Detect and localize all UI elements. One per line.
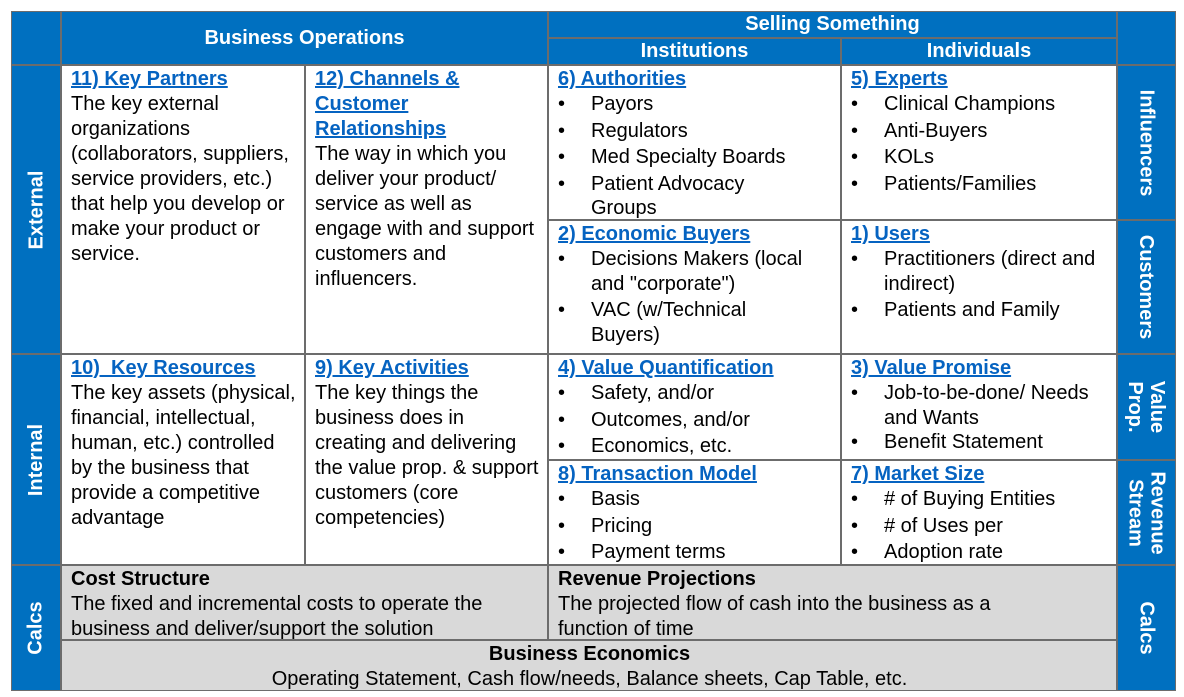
key-resources-cell [61, 354, 305, 565]
market-size-title[interactable]: 7) Market Size [851, 463, 985, 485]
list-item: • Regulators [558, 119, 832, 144]
side-label-calcs-left-text: Calcs [25, 601, 47, 655]
market-size-list [851, 487, 1108, 565]
experts-cell [841, 65, 1117, 220]
transaction-model-cell [548, 460, 841, 565]
header-individuals-label: Individuals [926, 40, 1032, 62]
users-title[interactable]: 1) Users [851, 223, 930, 245]
revenue-projections-title: Revenue Projections [558, 568, 756, 590]
side-label-influencers-text: Influencers [1135, 89, 1158, 196]
list-item: • Patients/Families [851, 172, 1108, 197]
side-label-revenue-stream-line1: Revenue [1146, 470, 1169, 555]
key-partners-cell [61, 65, 305, 354]
key-activities-body: The key things the business does in creating and delivering the value prop. & support customers (core competencies) [315, 382, 539, 529]
side-label-customers [1117, 220, 1176, 354]
list-item: • Economics, etc. [558, 434, 832, 459]
list-item: • Basis [558, 487, 832, 512]
authorities-cell [548, 65, 841, 220]
users-cell [841, 220, 1117, 354]
market-size-cell [841, 460, 1117, 565]
cost-structure-title: Cost Structure [71, 568, 210, 590]
value-quantification-title[interactable]: 4) Value Quantification [558, 357, 774, 379]
business-economics-title: Business Economics [488, 643, 691, 665]
experts-list [851, 92, 1108, 196]
side-label-external-text: External [25, 170, 47, 249]
header-selling-something-label: Selling Something [745, 13, 920, 35]
economic-buyers-cell [548, 220, 841, 354]
side-label-external [11, 65, 61, 354]
side-label-revenue-stream [1117, 460, 1176, 565]
side-label-revenue-stream-line2: Stream [1124, 478, 1147, 547]
economic-buyers-list [558, 247, 832, 347]
revenue-projections-cell [548, 565, 1117, 640]
header-individuals [841, 38, 1117, 65]
side-label-internal [11, 354, 61, 565]
list-item: • Outcomes, and/or [558, 408, 832, 433]
business-economics-body: Operating Statement, Cash flow/needs, Balance sheets, Cap Table, etc. [271, 668, 908, 690]
list-item: • # of Uses per [851, 514, 1108, 539]
side-label-customers-text: Customers [1135, 234, 1158, 340]
header-business-operations [61, 11, 548, 65]
key-activities-cell [305, 354, 548, 565]
channels-body: The way in which you deliver your product/ service as well as engage with and support customers and influencers. [315, 143, 535, 290]
experts-title[interactable]: 5) Experts [851, 68, 948, 90]
list-item: • Clinical Champions [851, 92, 1108, 117]
business-economics-cell [61, 640, 1117, 691]
list-item: • Payment terms [558, 540, 832, 565]
side-label-calcs-left [11, 565, 61, 691]
header-selling-something [548, 11, 1117, 38]
side-label-value-prop-line2: Prop. [1124, 381, 1147, 433]
corner-top-right [1117, 11, 1176, 65]
value-quantification-list [558, 381, 832, 459]
list-item: • Patients and Family [851, 298, 1108, 323]
authorities-title[interactable]: 6) Authorities [558, 68, 687, 90]
side-label-value-prop-text [1124, 381, 1168, 433]
list-item: • Anti-Buyers [851, 119, 1108, 144]
list-item: • VAC (w/Technical Buyers) [558, 298, 791, 347]
list-item: • Pricing [558, 514, 832, 539]
transaction-model-list [558, 487, 832, 565]
channels-cell [305, 65, 548, 354]
list-item: • Med Specialty Boards [558, 145, 832, 170]
header-business-operations-label: Business Operations [204, 26, 405, 49]
side-label-calcs-right [1117, 565, 1176, 691]
list-item: • Patient Advocacy Groups [558, 172, 791, 221]
cost-structure-body: The fixed and incremental costs to operate the business and deliver/support the solution [71, 593, 483, 640]
side-label-internal-text: Internal [25, 423, 47, 496]
economic-buyers-title[interactable]: 2) Economic Buyers [558, 223, 751, 245]
header-institutions-label: Institutions [640, 40, 749, 62]
list-item: • Payors [558, 92, 832, 117]
list-item: • Decisions Makers (local and "corporate") [558, 247, 832, 296]
list-item: • Safety, and/or [558, 381, 832, 406]
revenue-projections-body: The projected flow of cash into the business as a function of time [558, 593, 991, 640]
list-item: • Adoption rate [851, 540, 1108, 565]
list-item: • Job-to-be-done/ Needs and Wants [851, 381, 1108, 430]
channels-title[interactable]: 12) Channels & Customer Relationships [315, 68, 460, 140]
side-label-revenue-stream-text [1125, 471, 1169, 554]
header-institutions [548, 38, 841, 65]
transaction-model-title[interactable]: 8) Transaction Model [558, 463, 757, 485]
list-item: • # of Buying Entities [851, 487, 1108, 512]
corner-top-left [11, 11, 61, 65]
key-activities-title[interactable]: 9) Key Activities [315, 357, 469, 379]
value-promise-list [851, 381, 1108, 455]
side-label-value-prop [1117, 354, 1176, 460]
key-partners-title[interactable]: 11) Key Partners [71, 68, 228, 90]
authorities-list [558, 92, 832, 221]
value-promise-title[interactable]: 3) Value Promise [851, 357, 1012, 379]
side-label-influencers [1117, 65, 1176, 220]
users-list [851, 247, 1108, 323]
side-label-value-prop-line1: Value [1146, 380, 1169, 434]
side-label-calcs-right-text: Calcs [1135, 601, 1158, 655]
key-partners-body: The key external organizations (collaborators, suppliers, service providers, etc.) that help you develop or make your product or service. [71, 93, 289, 265]
value-quantification-cell [548, 354, 841, 460]
key-resources-body: The key assets (physical, financial, intellectual, human, etc.) controlled by the business that provide a competitive advantage [71, 382, 296, 529]
cost-structure-cell [61, 565, 548, 640]
value-promise-cell [841, 354, 1117, 460]
key-resources-title[interactable]: 10) Key Resources [71, 357, 256, 379]
list-item: • Benefit Statement [851, 430, 1108, 455]
list-item: • Practitioners (direct and indirect) [851, 247, 1108, 296]
list-item: • KOLs [851, 145, 1108, 170]
